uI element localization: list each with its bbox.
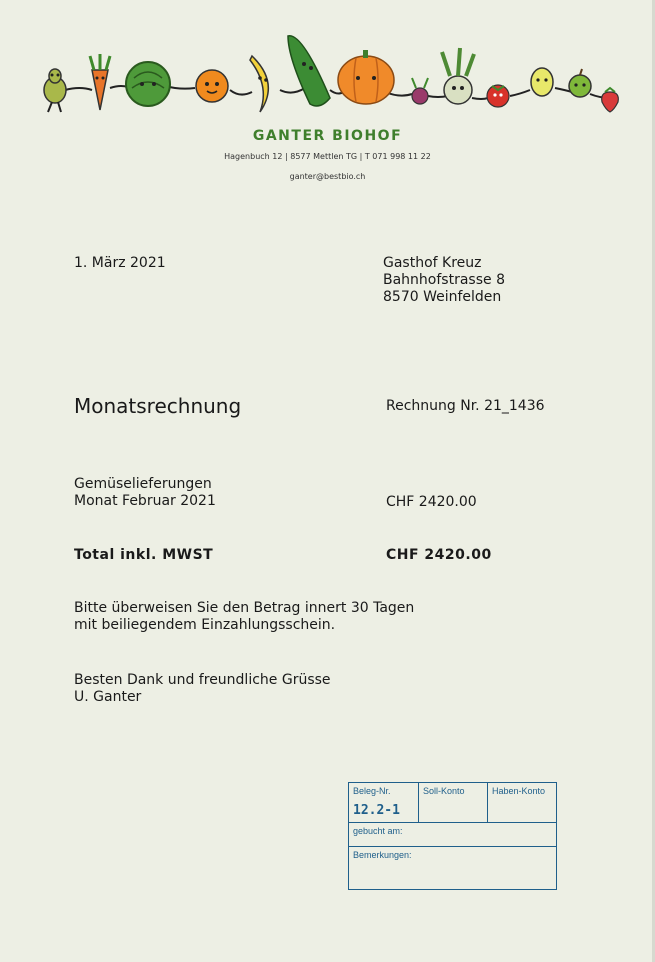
company-address: Hagenbuch 12 | 8577 Mettlen TG | T 071 998 11 22 xyxy=(224,152,431,161)
letter-date: 1. März 2021 xyxy=(74,255,166,271)
haben-konto-label: Haben-Konto xyxy=(492,786,546,796)
total-amount: CHF 2420.00 xyxy=(386,547,492,563)
haben-konto-cell xyxy=(488,783,556,823)
gebucht-row xyxy=(349,823,556,847)
document-title: Monatsrechnung xyxy=(74,394,242,418)
payment-note xyxy=(74,600,414,634)
payment-note-line1: Bitte überweisen Sie den Betrag innert 30 Tagen xyxy=(74,600,415,616)
beleg-label: Beleg-Nr. xyxy=(353,786,391,796)
orange-icon xyxy=(196,70,228,102)
closing xyxy=(74,672,331,706)
pumpkin-icon xyxy=(338,50,394,104)
bemerkungen-row xyxy=(349,847,556,889)
soll-konto-label: Soll-Konto xyxy=(423,786,465,796)
booking-stamp xyxy=(348,782,557,890)
apple-icon xyxy=(569,69,591,97)
beleg-cell xyxy=(349,783,419,823)
line-item-period: Monat Februar 2021 xyxy=(74,493,216,509)
kohlrabi-icon xyxy=(442,48,474,104)
recipient-address xyxy=(383,255,505,306)
soll-konto-cell xyxy=(419,783,488,823)
line-item-title: Gemüselieferungen xyxy=(74,476,212,492)
company-email: ganter@bestbio.ch xyxy=(289,172,366,181)
line-item-amount: CHF 2420.00 xyxy=(386,494,477,510)
bemerkungen-label: Bemerkungen: xyxy=(353,850,412,860)
total-label: Total inkl. MWST xyxy=(74,547,214,563)
recipient-street: Bahnhofstrasse 8 xyxy=(383,272,505,288)
payment-note-line2: mit beiliegendem Einzahlungsschein. xyxy=(74,617,336,633)
pear-icon xyxy=(44,69,66,112)
recipient-name: Gasthof Kreuz xyxy=(383,255,482,271)
vegetables-illustration xyxy=(30,28,630,118)
banana-icon xyxy=(250,56,268,112)
company-name: GANTER BIOHOF xyxy=(252,128,403,144)
strawberry-icon xyxy=(602,88,619,112)
gebucht-label: gebucht am: xyxy=(353,826,403,836)
carrot-icon xyxy=(90,54,110,110)
tomato-icon xyxy=(487,85,509,107)
closing-greeting: Besten Dank und freundliche Grüsse xyxy=(74,672,331,688)
cucumber-icon xyxy=(288,36,330,106)
closing-signature: U. Ganter xyxy=(74,689,142,705)
invoice-number: Rechnung Nr. 21_1436 xyxy=(386,398,545,414)
lemon-icon xyxy=(531,68,553,96)
radish-icon xyxy=(412,78,428,104)
recipient-city: 8570 Weinfelden xyxy=(383,289,502,305)
lettuce-icon xyxy=(126,62,170,106)
line-item-description xyxy=(74,476,216,510)
beleg-value: 12.2-1 xyxy=(353,803,400,818)
